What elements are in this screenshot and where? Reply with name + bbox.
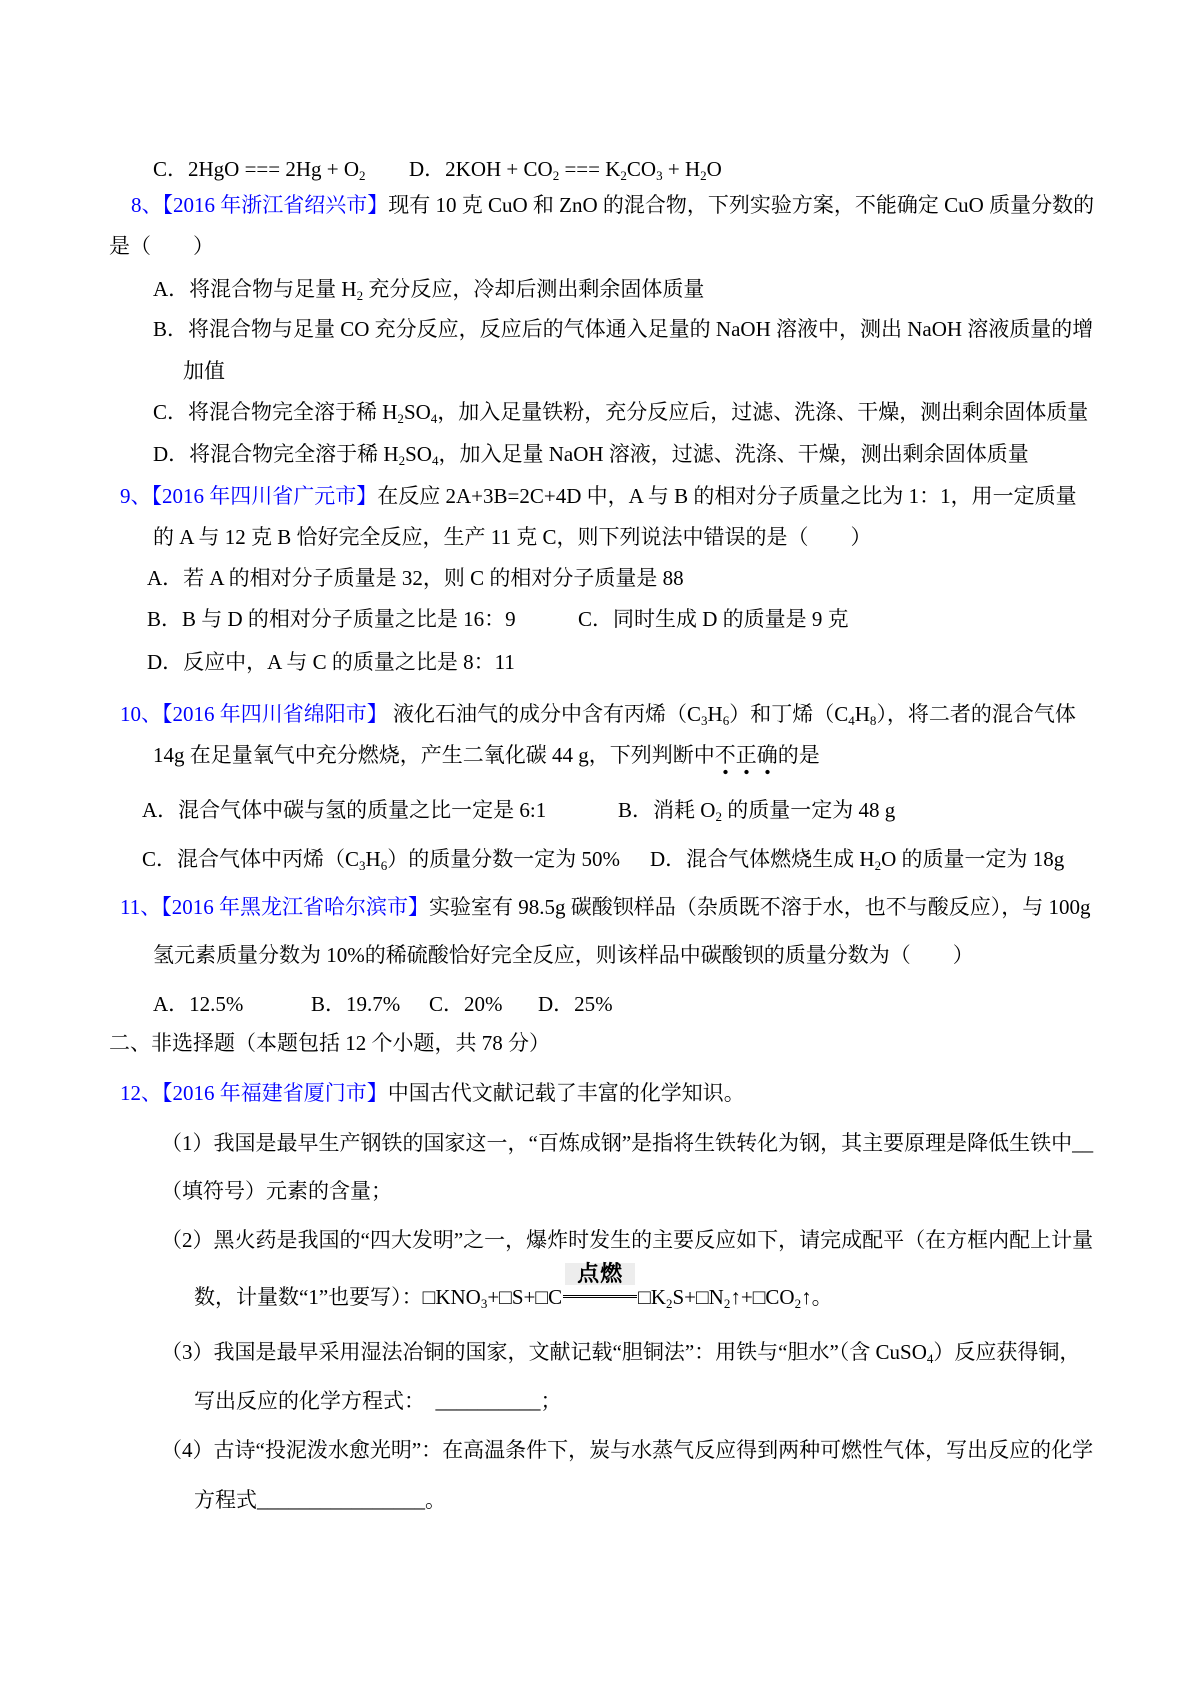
reaction-double-line [563,1295,637,1298]
q12-part-1-line-1: （1）我国是最早生产钢铁的国家这一，“百炼成钢”是指将生铁转化为钢，其主要原理是降低生铁中__ [161,1131,1094,1155]
q8-stem-line-2: 是（ ） [109,234,214,258]
subscript: 3 [480,1296,488,1312]
subscript: 2 [715,809,722,825]
q12-part-4-line-1: （4）古诗“投泥泼水愈光明”：在高温条件下，炭与水蒸气反应得到两种可燃性气体，写出反应的化学 [161,1438,1094,1462]
emphasis-dots-text: 不正确 [715,743,778,775]
question-source: 10、【2016 年四川省绵阳市】 [120,702,388,726]
subscript: 4 [848,713,855,729]
q11-option-d: D．25% [538,992,613,1016]
q10-stem-line-2: 14g 在足量氧气中充分燃烧，产生二氧化碳 44 g，下列判断中不正确的是 [153,742,820,768]
q12-part-3-line-1: （3）我国是最早采用湿法冶铜的国家，文献记载“胆铜法”：用铁与“胆水”（含 CuSO$_4$）反应获得铜， [161,1340,1081,1367]
q7-option-c: C．2HgO === $2Hg + O_2$ [153,157,366,184]
subscript: 4 [430,411,438,427]
question-source: 8、【2016 年浙江省绍兴市】 [131,193,389,217]
reaction-condition [563,1261,637,1304]
q12-part-4-line-2: 方程式________________。 [194,1488,446,1512]
question-source: 9、【2016 年四川省广元市】 [120,484,378,508]
q9-option-a: A．若 A 的相对分子质量是 32，则 C 的相对分子质量是 88 [147,566,684,590]
question-source: 11、【2016 年黑龙江省哈尔滨市】 [120,895,429,919]
q8-option-d: D．将混合物完全溶于稀 $H_2SO_4$，加入足量 NaOH 溶液，过滤、洗涤、干燥，测出剩余固体质量 [153,442,1029,469]
q10-option-a: A．混合气体中碳与氢的质量之比一定是 6:1 [142,798,547,822]
q10-option-c: C．混合气体中丙烯$(C_3H_6)$的质量分数一定为 50% [142,847,620,874]
q8-option-b-line-2: 加值 [183,359,225,383]
subscript: 8 [869,713,877,729]
q12-part-1-line-2: （填符号）元素的含量； [161,1179,392,1203]
subscript: 6 [380,858,388,874]
subscript: 2 [723,1296,731,1312]
q8-option-c: C．将混合物完全溶于稀 $H_2SO_4$，加入足量铁粉，充分反应后，过滤、洗涤、干燥，测出剩余固体质量 [153,400,1089,427]
q9-option-d: D．反应中，A 与 C 的质量之比是 8：11 [147,650,515,674]
subscript: 6 [722,713,730,729]
q11-option-c: C．20% [429,992,503,1016]
subscript: 4 [431,453,439,469]
subscript: 4 [926,1351,934,1367]
question-source: 12、【2016 年福建省厦门市】 [120,1081,388,1105]
subscript: 2 [620,168,627,184]
subscript: 3 [701,713,708,729]
q7-option-d: D．$2KOH + CO_2$ === $K_2CO_3 + H_2O$ [409,157,722,184]
q9-stem-line-2: 的 A 与 12 克 B 恰好完全反应，生产 11 克 C，则下列说法中错误的是（ ） [153,525,872,549]
subscript: 2 [397,411,404,427]
q11-stem-line-1: 11、【2016 年黑龙江省哈尔滨市】实验室有 98.5g 碳酸钡样品（杂质既不溶于水，也不与酸反应），与 100g [120,895,1091,919]
subscript: 2 [552,168,560,184]
q10-option-b: B．消耗 $O_2$ 的质量一定为 48 g [618,798,896,825]
subscript: 2 [700,168,707,184]
section-2-heading: 二、非选择题（本题包括 12 个小题，共 78 分） [109,1031,550,1055]
q12-part-2-line-1: （2）黑火药是我国的“四大发明”之一，爆炸时发生的主要反应如下，请完成配平（在方框内配上计量 [161,1228,1094,1252]
q12-part-2-equation: 数，计量数“1”也要写）：$□KNO_3+□S+□C$ 点燃 $□K_2S+□N_2↑+□CO_2↑$。 [194,1261,833,1312]
q11-option-a: A．12.5% [153,992,244,1016]
q10-stem-line-1: 10、【2016 年四川省绵阳市】 液化石油气的成分中含有丙烯$(C_3H_6)$和丁烯$(C_4H_8)$，将二者的混合气体 [120,702,1076,729]
subscript: 2 [356,288,364,304]
q8-option-a: A．将混合物与足量 $H_2$ 充分反应，冷却后测出剩余固体质量 [153,277,705,304]
reaction-condition-label: 点燃 [565,1263,635,1285]
subscript: 3 [656,168,663,184]
q11-option-b: B．19.7% [311,992,401,1016]
subscript: 2 [874,858,882,874]
q8-stem-line-1: 8、【2016 年浙江省绍兴市】现有 10 克 CuO 和 ZnO 的混合物，下列实验方案，不能确定 CuO 质量分数的 [131,193,1095,217]
subscript: 2 [794,1296,802,1312]
subscript: 3 [359,858,366,874]
subscript: 2 [398,453,406,469]
q12-part-3-line-2: 写出反应的化学方程式： __________； [194,1389,562,1413]
q12-stem: 12、【2016 年福建省厦门市】中国古代文献记载了丰富的化学知识。 [120,1081,745,1105]
subscript: 2 [359,168,366,184]
q9-stem-line-1: 9、【2016 年四川省广元市】在反应 2A+3B=2C+4D 中，A 与 B 的相对分子质量之比为 1：1，用一定质量 [120,484,1077,508]
q11-stem-line-2: 氢元素质量分数为 10%的稀硫酸恰好完全反应，则该样品中碳酸钡的质量分数为（ ） [153,943,974,967]
q8-option-b-line-1: B．将混合物与足量 CO 充分反应，反应后的气体通入足量的 NaOH 溶液中，测出 NaOH 溶液质量的增 [153,317,1094,341]
q10-option-d: D．混合气体燃烧生成 $H_2O$ 的质量一定为 18g [650,847,1065,874]
subscript: 2 [665,1296,673,1312]
q9-option-c: C．同时生成 D 的质量是 9 克 [578,607,849,631]
q9-option-b: B．B 与 D 的相对分子质量之比是 16：9 [147,607,516,631]
